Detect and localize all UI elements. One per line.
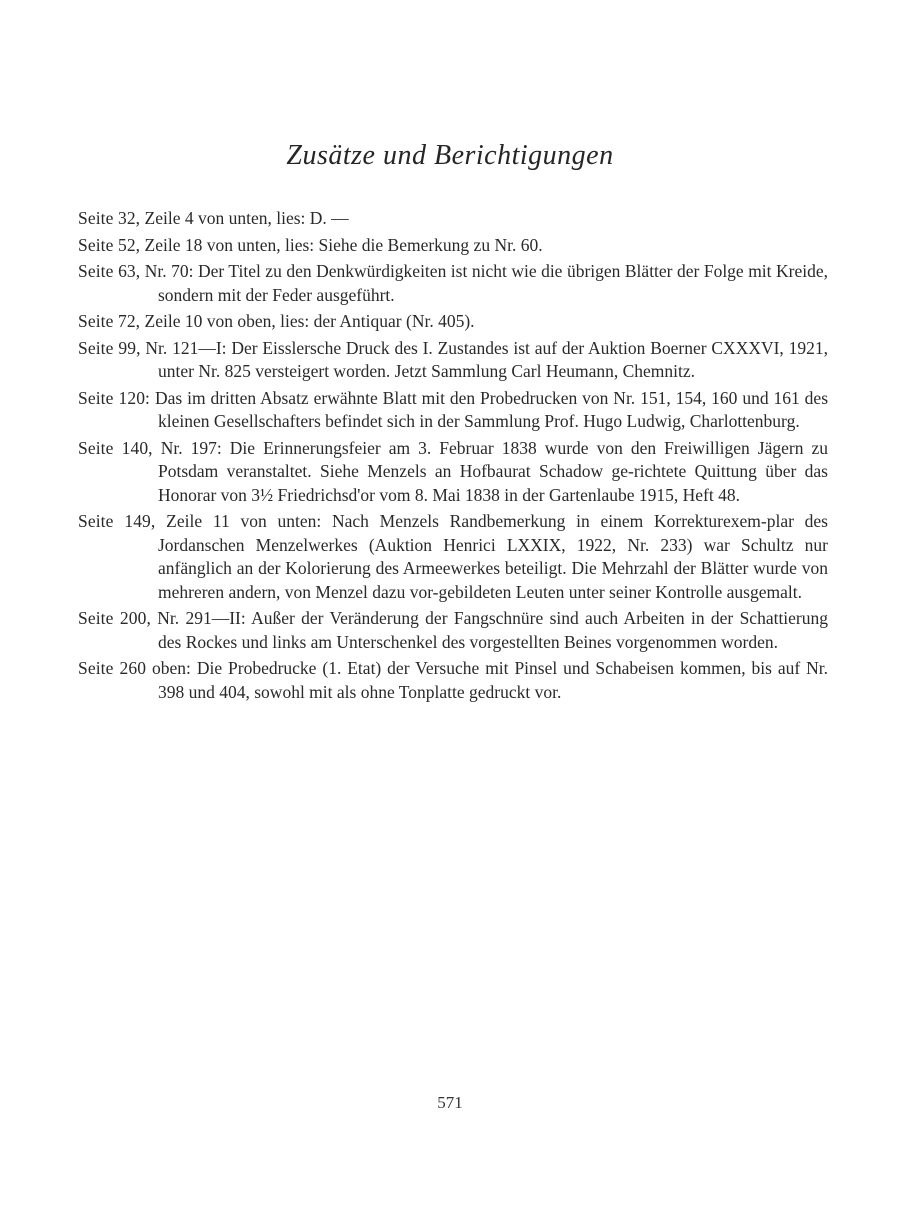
list-item xyxy=(78,310,828,334)
entry-reference: Seite 63, xyxy=(78,261,141,281)
entry-reference: Seite 260 xyxy=(78,658,147,678)
entry-text: Zeile 18 von unten, lies: Siehe die Bemerkung zu Nr. 60. xyxy=(144,234,543,255)
entry-text: Nr. 70: Der Titel zu den Denkwürdigkeiten ist nicht wie die übrigen Blätter der Folge mit Kreide, sondern mit der Feder ausgeführt. xyxy=(144,261,829,305)
entry-reference: Seite 32, xyxy=(78,208,141,228)
page-number: 571 xyxy=(437,1093,463,1112)
entry-text: Zeile 4 von unten, lies: D. — xyxy=(144,208,349,228)
entry-reference: Seite 99, xyxy=(78,337,141,358)
entry-text: Nr. 121—I: Der Eisslersche Druck des I. Zustandes ist auf der Auktion Boerner CXXXVI, 1921, unter Nr. 825 versteigert worden. Jetzt Sammlung Carl Heumann, Chemnitz. xyxy=(145,337,828,381)
list-item xyxy=(78,437,828,508)
entry-reference: Seite 149, xyxy=(78,511,156,531)
list-item xyxy=(78,234,828,258)
entry-reference: Seite 120: xyxy=(78,387,151,408)
list-item xyxy=(78,510,828,604)
entry-reference: Seite 140, xyxy=(78,437,153,458)
entry-reference: Seite 52, xyxy=(78,234,141,255)
page-title: Zusätze und Berichtigungen xyxy=(286,140,614,171)
entry-text: Das im dritten Absatz erwähnte Blatt mit den Probedrucken von Nr. 151, 154, 160 und 161 des kleinen Gesellschafters befindet sich in der Sammlung Prof. Hugo Ludwig, Charlottenburg. xyxy=(154,387,829,431)
entry-reference: Seite 72, xyxy=(78,311,141,331)
list-item xyxy=(78,657,828,704)
entry-text: Nr. 197: Die Erinnerungsfeier am 3. Februar 1838 wurde von den Freiwilligen Jägern zu Potsdam veranstaltet. Siehe Menzels an Hofbaurat Schadow ge-richtete Quittung über das Honorar von 3½ Friedrichsd'or vom 8. Mai 1838 in der Gartenlaube 1915, Heft 48. xyxy=(158,437,828,505)
list-item xyxy=(78,387,828,434)
entry-text: Nr. 291—II: Außer der Veränderung der Fangschnüre sind auch Arbeiten in der Schattierung des Rockes und links am Unterschenkel des vorgestellten Beines vorgenommen worden. xyxy=(157,608,829,652)
list-item xyxy=(78,207,828,231)
entry-text: Zeile 11 von unten: Nach Menzels Randbemerkung in einem Korrekturexem-plar des Jordanschen Menzelwerkes (Auktion Henrici LXXIX, 1922, Nr. 233) war Schultz nur anfänglich an der Kolorierung des Armeewerkes beteiligt. Die Mehrzahl der Blätter wurde von mehreren andern, von Menzel dazu vor-gebildeten Leuten unter seiner Kontrolle ausgemalt. xyxy=(158,511,828,602)
list-item xyxy=(78,260,828,307)
entry-text: Zeile 10 von oben, lies: der Antiquar (Nr. 405). xyxy=(144,311,475,331)
entry-reference: Seite 200, xyxy=(78,608,151,628)
list-item xyxy=(78,337,828,384)
entry-text: oben: Die Probedrucke (1. Etat) der Versuche mit Pinsel und Schabeisen kommen, bis auf Nr. 398 und 404, sowohl mit als ohne Tonplatte gedruckt vor. xyxy=(152,658,829,702)
list-item xyxy=(78,607,828,654)
corrections-list xyxy=(78,207,828,707)
